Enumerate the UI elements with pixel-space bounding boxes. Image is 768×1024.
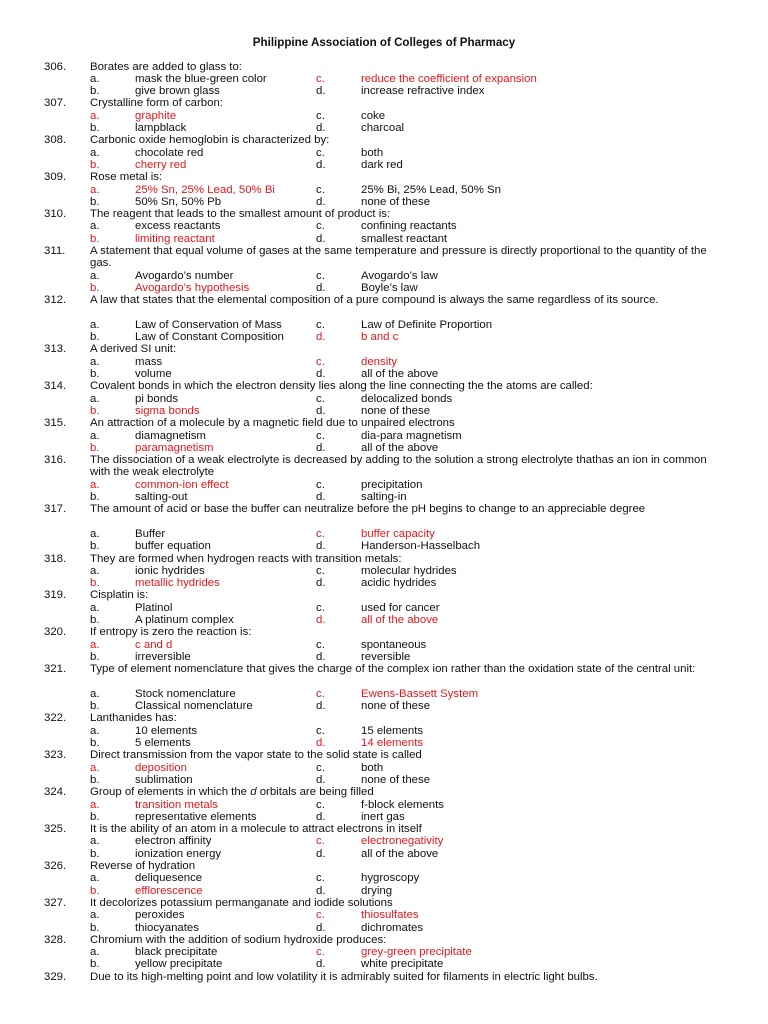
choice-text: black precipitate: [135, 946, 218, 959]
choice-text: Avogardo’s law: [361, 269, 438, 282]
choice-text: hygroscopy: [361, 872, 420, 885]
choice-letter: c.: [316, 798, 325, 811]
choice-letter: c.: [316, 909, 325, 922]
choice-text: f-block elements: [361, 798, 444, 811]
choice-text: inert gas: [361, 810, 405, 823]
choice-text: deliquesence: [135, 872, 203, 885]
choice-letter: b.: [90, 491, 100, 503]
choice-letter: c.: [316, 872, 325, 885]
choice-letter: c.: [316, 478, 325, 491]
question-number: 317.: [44, 503, 67, 516]
choice-text: transition metals: [135, 798, 218, 811]
question-number: 329.: [44, 970, 67, 983]
choice-letter: a.: [90, 835, 100, 848]
choice-letter: c.: [316, 687, 325, 700]
choice-text: yellow precipitate: [135, 958, 223, 971]
choice-letter: d.: [316, 441, 326, 454]
question-text: The amount of acid or base the buffer can neutralize before the pH begins to change to an appreciable degree: [90, 503, 646, 516]
choice-letter: b.: [90, 577, 100, 590]
question-text: An attraction of a molecule by a magnetic field due to unpaired electrons: [90, 417, 455, 430]
choice-letter: c.: [316, 527, 325, 540]
question-number: 319.: [44, 589, 67, 602]
choice-text: dichromates: [361, 921, 424, 934]
choice-text: salting-in: [361, 491, 407, 503]
choice-text: chocolate red: [135, 146, 204, 159]
choice-text: spontaneous: [361, 638, 427, 651]
choice-text: common-ion effect: [135, 478, 229, 491]
choice-letter: d.: [316, 491, 326, 503]
choice-text: smallest reactant: [361, 232, 448, 245]
choice-letter: c.: [316, 355, 325, 368]
question-text: If entropy is zero the reaction is:: [90, 626, 252, 639]
choice-text: sigma bonds: [135, 404, 200, 417]
question-number: 314.: [44, 380, 67, 393]
choice-letter: b.: [90, 404, 100, 417]
choice-text: pi bonds: [135, 392, 179, 405]
question-text: A statement that equal volume of gases at the same temperature and pressure is directly proportional to the quantity of the gas.: [90, 245, 707, 270]
choice-letter: d.: [316, 773, 326, 786]
choice-letter: a.: [90, 146, 100, 159]
choice-text: Law of Definite Proportion: [361, 318, 493, 331]
choice-letter: d.: [316, 650, 326, 663]
choice-text: c and d: [135, 638, 173, 651]
question-number: 326.: [44, 860, 67, 872]
choice-text: 25% Bi, 25% Lead, 50% Sn: [361, 183, 501, 196]
question-text: It is the ability of an atom in a molecule to attract electrons in itself: [90, 823, 422, 836]
choice-text: cherry red: [135, 158, 187, 171]
choice-letter: d.: [316, 85, 326, 98]
choice-text: representative elements: [135, 810, 257, 823]
choice-text: delocalized bonds: [361, 392, 453, 405]
choice-letter: c.: [316, 318, 325, 331]
choice-letter: d.: [316, 737, 326, 749]
choice-letter: b.: [90, 847, 100, 860]
choice-text: peroxides: [135, 909, 185, 922]
choice-letter: d.: [316, 958, 326, 971]
choice-text: electronegativity: [361, 835, 444, 848]
choice-text: volume: [135, 368, 172, 380]
choice-letter: a.: [90, 946, 100, 959]
choice-letter: a.: [90, 72, 100, 85]
choice-letter: b.: [90, 921, 100, 934]
choice-text: Platinol: [135, 601, 173, 614]
choice-text: A platinum complex: [135, 614, 234, 626]
question-text: Direct transmission from the vapor state to the solid state is called: [90, 749, 422, 762]
choice-text: limiting reactant: [135, 232, 215, 245]
choice-letter: b.: [90, 810, 100, 823]
choice-letter: d.: [316, 540, 326, 553]
question-text: The dissociation of a weak electrolyte is decreased by adding to the solution a strong electrolyte thathas an ion in common with the weak electrolyte: [90, 454, 707, 479]
choice-text: Buffer: [135, 527, 166, 540]
choice-text: buffer capacity: [361, 527, 435, 540]
choice-text: b and c: [361, 331, 399, 344]
choice-text: used for cancer: [361, 601, 440, 614]
question-number: 320.: [44, 626, 67, 639]
choice-text: acidic hydrides: [361, 577, 437, 590]
choice-letter: b.: [90, 281, 100, 294]
choice-letter: d.: [316, 847, 326, 860]
question-text: Reverse of hydration: [90, 860, 196, 872]
choice-letter: a.: [90, 564, 100, 577]
choice-letter: d.: [316, 331, 326, 344]
choice-text: density: [361, 355, 398, 368]
choice-letter: b.: [90, 232, 100, 245]
choice-letter: b.: [90, 331, 100, 344]
choice-letter: b.: [90, 441, 100, 454]
question-text: Due to its high-melting point and low volatility it is admirably suited for filaments in electric light bulbs.: [90, 970, 598, 983]
choice-text: Stock nomenclature: [135, 687, 236, 700]
choice-text: 15 elements: [361, 724, 424, 737]
choice-letter: a.: [90, 687, 100, 700]
italic-d: d: [250, 786, 257, 799]
choice-text: all of the above: [361, 614, 439, 626]
choice-text: confining reactants: [361, 220, 457, 233]
question-number: 325.: [44, 823, 67, 836]
choice-letter: d.: [316, 810, 326, 823]
question-text: It decolorizes potassium permanganate and iodide solutions: [90, 896, 393, 909]
choice-text: none of these: [361, 700, 431, 713]
question-text: A law that states that the elemental composition of a pure compound is always the same regardless of its source.: [90, 294, 659, 307]
choice-letter: d.: [316, 368, 326, 380]
choice-letter: c.: [316, 72, 325, 85]
choice-text: all of the above: [361, 368, 439, 380]
choice-text: Boyle’s law: [361, 281, 418, 294]
choice-text: efflorescence: [135, 884, 203, 897]
question-text: Group of elements in which the d orbitals are being filled: [90, 786, 374, 799]
question-text: Type of element nomenclature that gives the charge of the complex ion rather than the oxidation state of the central unit:: [90, 663, 696, 676]
choice-text: reduce the coefficient of expansion: [361, 72, 537, 85]
question-number: 308.: [44, 134, 67, 147]
choice-text: deposition: [135, 761, 187, 774]
choice-text: irreversible: [135, 650, 191, 663]
choice-letter: b.: [90, 737, 100, 749]
choice-text: all of the above: [361, 847, 439, 860]
choice-letter: d.: [316, 884, 326, 897]
question-number: 323.: [44, 749, 67, 762]
choice-letter: b.: [90, 158, 100, 171]
choice-text: Ewens-Bassett System: [361, 687, 479, 700]
question-number: 321.: [44, 663, 67, 676]
question-text: Rose metal is:: [90, 171, 163, 184]
choice-text: thiosulfates: [361, 909, 419, 922]
question-text: They are formed when hydrogen reacts with transition metals:: [90, 552, 402, 565]
choice-letter: c.: [316, 109, 325, 122]
choice-letter: d.: [316, 700, 326, 713]
question-number: 313.: [44, 343, 67, 356]
choice-letter: a.: [90, 872, 100, 885]
choice-text: sublimation: [135, 773, 193, 786]
choice-letter: a.: [90, 355, 100, 368]
choice-letter: b.: [90, 773, 100, 786]
choice-text: buffer equation: [135, 540, 211, 553]
choice-text: none of these: [361, 195, 431, 208]
choice-text: metallic hydrides: [135, 577, 220, 590]
choice-text: 14 elements: [361, 737, 424, 749]
choice-letter: d.: [316, 577, 326, 590]
choice-text: both: [361, 146, 384, 159]
choice-text: excess reactants: [135, 220, 221, 233]
choice-text: lampblack: [135, 122, 187, 134]
choice-letter: c.: [316, 392, 325, 405]
choice-text: mask the blue-green color: [135, 72, 267, 85]
choice-text: mass: [135, 355, 163, 368]
choice-text: Law of Constant Composition: [135, 331, 284, 344]
question-number: 315.: [44, 417, 67, 430]
question-number: 306.: [44, 60, 67, 73]
choice-text: Law of Conservation of Mass: [135, 318, 282, 331]
choice-letter: a.: [90, 638, 100, 651]
choice-text: Classical nomenclature: [135, 700, 253, 713]
choice-text: 10 elements: [135, 724, 198, 737]
choice-text: paramagnetism: [135, 441, 214, 454]
choice-text: reversible: [361, 650, 411, 663]
choice-letter: c.: [316, 761, 325, 774]
choice-letter: c.: [316, 946, 325, 959]
question-text: Borates are added to glass to:: [90, 60, 242, 73]
choice-text: increase refractive index: [361, 85, 485, 98]
choice-letter: c.: [316, 269, 325, 282]
choice-text: Avogardo’s hypothesis: [135, 281, 250, 294]
choice-text: electron affinity: [135, 835, 212, 848]
choice-letter: c.: [316, 220, 325, 233]
choice-text: give brown glass: [135, 85, 220, 98]
question-number: 311.: [44, 245, 66, 257]
question-text: The reagent that leads to the smallest amount of product is:: [90, 208, 391, 221]
choice-letter: d.: [316, 281, 326, 294]
choice-text: grey-green precipitate: [361, 946, 472, 959]
choice-letter: a.: [90, 601, 100, 614]
choice-text: coke: [361, 109, 386, 122]
choice-text: dia-para magnetism: [361, 429, 462, 442]
choice-letter: a.: [90, 183, 100, 196]
question-text: A derived SI unit:: [90, 343, 177, 356]
choice-text: dark red: [361, 158, 403, 171]
choice-text: none of these: [361, 773, 431, 786]
choice-letter: a.: [90, 798, 100, 811]
choice-letter: c.: [316, 146, 325, 159]
choice-text: ionization energy: [135, 847, 222, 860]
question-number: 309.: [44, 171, 67, 184]
question-text: Chromium with the addition of sodium hydroxide produces:: [90, 933, 387, 946]
choice-letter: a.: [90, 429, 100, 442]
question-text: Covalent bonds in which the electron density lies along the line connecting the the atoms are called:: [90, 380, 593, 393]
choice-text: drying: [361, 884, 393, 897]
choice-letter: d.: [316, 921, 326, 934]
choice-letter: d.: [316, 195, 326, 208]
choice-letter: c.: [316, 429, 325, 442]
choice-text: both: [361, 761, 384, 774]
choice-letter: c.: [316, 183, 325, 196]
question-text: Carbonic oxide hemoglobin is characterized by:: [90, 134, 330, 147]
choice-text: none of these: [361, 404, 431, 417]
choice-letter: a.: [90, 527, 100, 540]
choice-text: graphite: [135, 109, 177, 122]
choice-letter: c.: [316, 724, 325, 737]
question-number: 318.: [44, 552, 67, 565]
choice-letter: a.: [90, 478, 100, 491]
question-number: 328.: [44, 933, 67, 946]
choice-letter: a.: [90, 392, 100, 405]
choice-text: charcoal: [361, 122, 405, 134]
choice-text: Avogardo’s number: [135, 269, 234, 282]
choice-text: precipitation: [361, 478, 423, 491]
choice-letter: a.: [90, 909, 100, 922]
choice-letter: a.: [90, 269, 100, 282]
choice-letter: a.: [90, 724, 100, 737]
choice-letter: b.: [90, 700, 100, 713]
choice-letter: d.: [316, 614, 326, 626]
choice-letter: d.: [316, 404, 326, 417]
choice-letter: b.: [90, 195, 100, 208]
choice-text: 50% Sn, 50% Pb: [135, 195, 222, 208]
choice-text: thiocyanates: [135, 921, 199, 934]
question-text: Lanthanides has:: [90, 712, 177, 725]
page-title: Philippine Association of Colleges of Pharmacy: [252, 36, 516, 49]
choice-letter: a.: [90, 220, 100, 233]
choice-letter: a.: [90, 318, 100, 331]
choice-letter: b.: [90, 884, 100, 897]
question-number: 310.: [44, 208, 67, 221]
choice-letter: a.: [90, 761, 100, 774]
question-number: 322.: [44, 712, 67, 725]
choice-text: molecular hydrides: [361, 564, 457, 577]
question-number: 324.: [44, 786, 67, 799]
question-number: 327.: [44, 896, 67, 909]
choice-letter: c.: [316, 601, 325, 614]
question-text: Cisplatin is:: [90, 589, 149, 602]
question-number: 312.: [44, 294, 67, 307]
choice-letter: b.: [90, 122, 100, 134]
choice-letter: c.: [316, 638, 325, 651]
choice-letter: b.: [90, 540, 100, 553]
choice-letter: c.: [316, 835, 325, 848]
choice-text: all of the above: [361, 441, 439, 454]
choice-letter: b.: [90, 958, 100, 971]
choice-letter: d.: [316, 122, 326, 134]
choice-text: white precipitate: [361, 958, 444, 971]
choice-letter: c.: [316, 564, 325, 577]
choice-letter: d.: [316, 158, 326, 171]
choice-text: ionic hydrides: [135, 564, 205, 577]
choice-text: 5 elements: [135, 737, 191, 749]
question-number: 307.: [44, 97, 67, 110]
question-number: 316.: [44, 454, 67, 467]
choice-letter: d.: [316, 232, 326, 245]
choice-letter: b.: [90, 85, 100, 98]
choice-letter: b.: [90, 368, 100, 380]
choice-text: diamagnetism: [135, 429, 206, 442]
choice-text: salting-out: [135, 491, 188, 503]
choice-letter: a.: [90, 109, 100, 122]
choice-text: Handerson-Hasselbach: [361, 540, 481, 553]
choice-letter: b.: [90, 614, 100, 626]
choice-letter: b.: [90, 650, 100, 663]
choice-text: 25% Sn, 25% Lead, 50% Bi: [135, 183, 275, 196]
question-text: Crystalline form of carbon:: [90, 97, 223, 110]
